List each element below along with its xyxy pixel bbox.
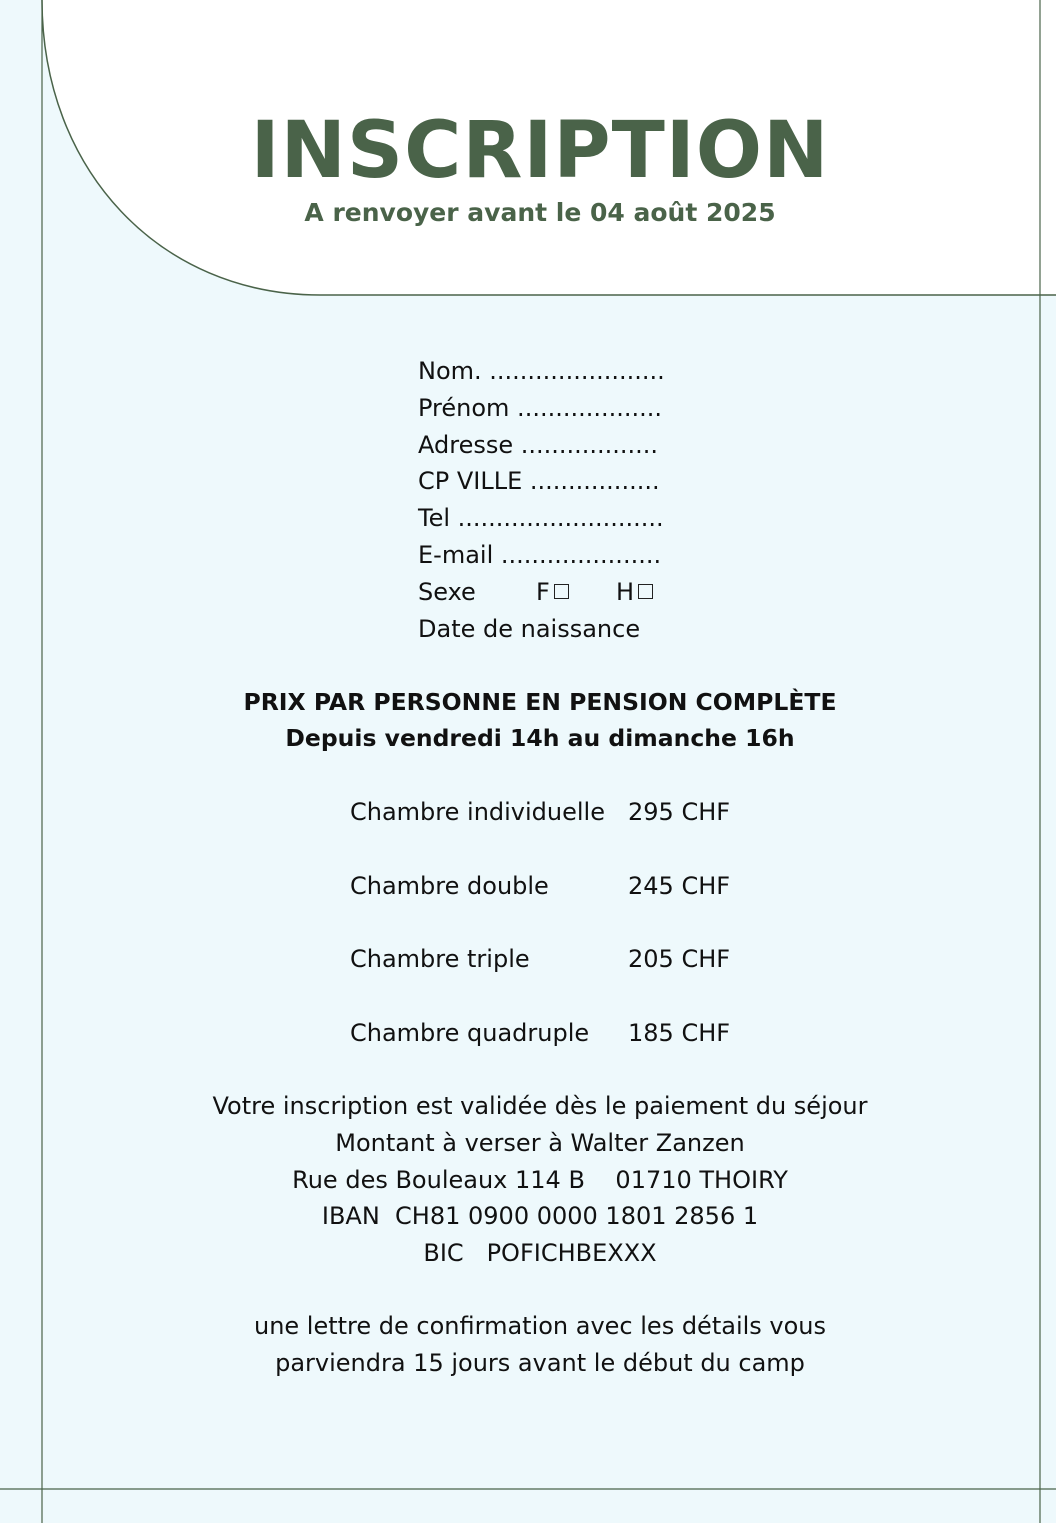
price-heading-line1: PRIX PAR PERSONNE EN PENSION COMPLÈTE [243,688,837,716]
room-price: 295 CHF [628,798,731,826]
deadline-subtitle: A renvoyer avant le 04 août 2025 [304,198,776,227]
date-naissance-field[interactable]: Date de naissance [418,614,641,643]
header [0,0,1056,295]
payment-bic: BIC POFICHBEXXX [423,1239,657,1268]
sexe-label: Sexe [418,577,476,606]
sexe-h-label: H [616,577,635,606]
room-price: 205 CHF [628,945,731,973]
price-row [350,868,770,942]
nom-field[interactable]: Nom. ....................... [418,357,665,385]
room-price: 185 CHF [628,1018,731,1047]
sexe-f-label: F [536,577,550,606]
checkbox-f-icon[interactable] [554,584,569,599]
confirmation-line2: parviendra 15 jours avant le début du camp [275,1348,805,1377]
adresse-field[interactable]: Adresse .................. [418,430,659,459]
price-row [350,941,770,1015]
sexe-h-option[interactable] [616,574,653,611]
room-label: Chambre triple [350,945,530,973]
sexe-f-option[interactable] [536,574,616,611]
prenom-field[interactable]: Prénom ................... [418,393,663,422]
payment-recipient: Montant à verser à Walter Zanzen [335,1128,745,1157]
checkbox-h-icon[interactable] [638,584,653,599]
price-row [350,794,770,868]
price-list [350,794,770,1088]
payment-address: Rue des Bouleaux 114 B 01710 THOIRY [292,1165,788,1194]
payment-iban: IBAN CH81 0900 0000 1801 2856 1 [321,1202,759,1231]
price-heading [0,684,1056,756]
tel-field[interactable]: Tel ........................... [418,504,664,533]
room-label: Chambre double [350,871,549,900]
room-label: Chambre individuelle [350,798,605,826]
price-row [350,1015,770,1089]
confirmation-line1: une lettre de confirmation avec les détails vous [253,1312,827,1340]
confirmation-note [0,1308,1056,1382]
room-label: Chambre quadruple [350,1018,590,1047]
room-price: 245 CHF [628,871,731,900]
payment-info [0,1088,1056,1272]
sexe-row [418,574,718,611]
page-title: INSCRIPTION [250,106,830,196]
price-heading-line2: Depuis vendredi 14h au dimanche 16h [285,724,795,752]
payment-validation-text: Votre inscription est validée dès le paiement du séjour [212,1092,868,1120]
registration-form [418,353,718,647]
cp-ville-field[interactable]: CP VILLE ................. [418,467,660,496]
email-field[interactable]: E-mail ..................... [418,540,662,569]
